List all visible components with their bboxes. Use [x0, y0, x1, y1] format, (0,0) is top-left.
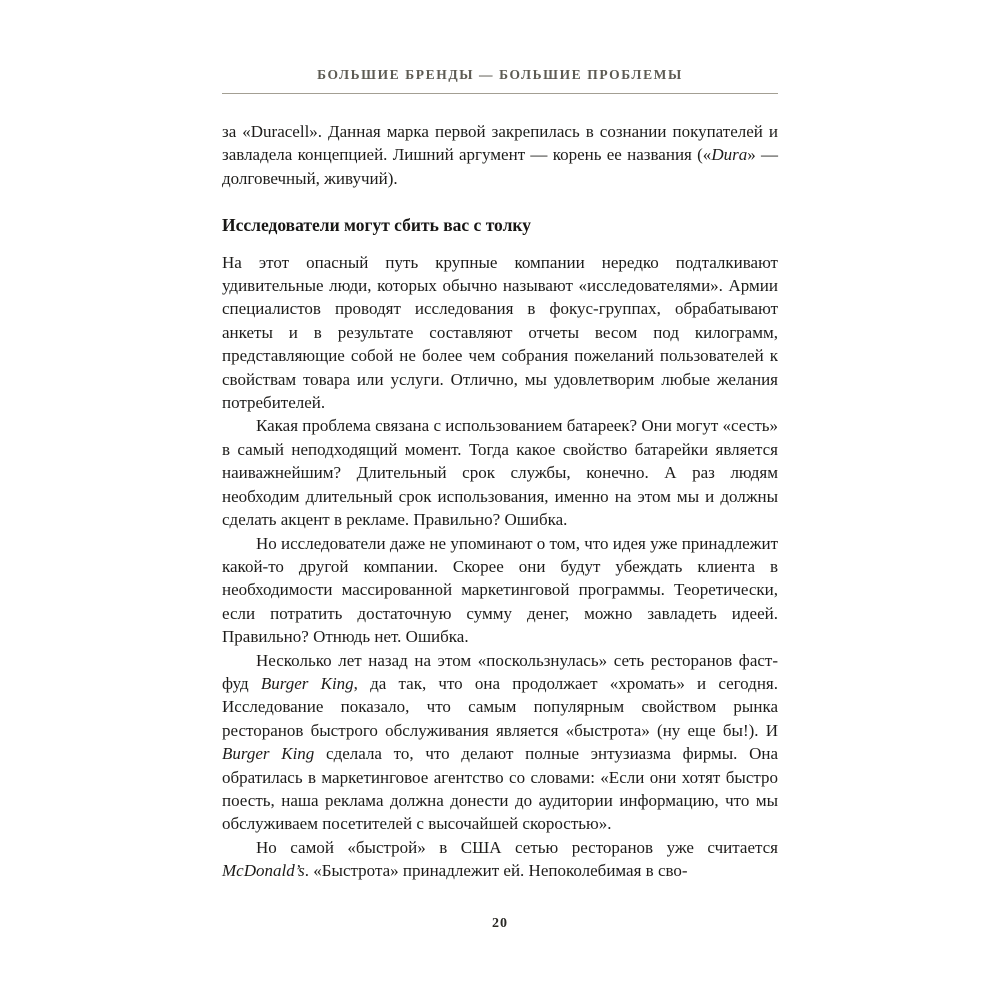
italic-text: Burger King: [260, 673, 354, 693]
header-rule: [222, 93, 778, 94]
body-text-segment: , да так, что она продолжает «хромать» и сегодня. Исследование показало, что самым популярным свойством рынка ресторанов быстрого обслуживания является «быстрота» (ну еще бы!). И: [222, 673, 778, 740]
paragraph: [222, 251, 778, 415]
italic-text: Burger King: [222, 744, 315, 764]
body-text-segment: Но исследователи даже не упоминают о том, что идея уже принадлежит какой-то другой компании. Скорее они будут убеждать клиента в необходимости массированной маркетинговой программы. Теоретически, если потратить достаточную сумму денег, можно завладеть идеей. Правильно? Отнюдь нет. Ошибка.: [222, 533, 778, 647]
running-header-title: БОЛЬШИЕ БРЕНДЫ — БОЛЬШИЕ ПРОБЛЕМЫ: [317, 67, 683, 82]
body-text-segment: Несколько лет назад на этом «поскользнулась» сеть ресторанов фаст-фуд: [222, 650, 778, 693]
paragraph: [222, 532, 778, 649]
body-text-segment: Но самой «быстрой» в США сетью ресторанов уже считается: [256, 837, 778, 857]
page-number: 20: [492, 916, 508, 931]
paragraph: [222, 649, 778, 836]
body-text-segment: сделала то, что делают полные энтузиазма фирмы. Она обратилась в маркетинговое агентство со словами: «Если они хотят быстро поесть, наша реклама должна донести до аудитории информацию, что мы обслуживаем посетителей с высочайшей скоростью».: [222, 744, 778, 834]
body-text: [222, 120, 778, 883]
paragraph: [222, 120, 778, 190]
body-text-segment: за «Duracell». Данная марка первой закрепилась в сознании покупателей и завладела концепцией. Лишний аргумент — корень ее названия («: [222, 122, 778, 165]
paragraph: [222, 414, 778, 531]
body-text-segment: На этот опасный путь крупные компании нередко подталкивают удивительные люди, которых обычно называют «исследователями». Армии специалистов проводят исследования в фокус-группах, обрабатывают анкеты и в результате составляют отчеты весом под килограмм, представляющие собой не более чем собрания пожеланий пользователей к свойствам товара или услуги. Отлично, мы удовлетворим любые желания потребителей.: [222, 252, 778, 413]
body-text-segment: . «Быстрота» принадлежит ей. Непоколебимая в сво-: [304, 861, 688, 881]
italic-text: Dura: [711, 145, 748, 165]
italic-text: McDonald’s: [222, 861, 305, 881]
running-header: [0, 0, 1000, 94]
paragraph: [222, 836, 778, 883]
body-text-segment: Какая проблема связана с использованием батареек? Они могут «сесть» в самый неподходящий момент. Тогда какое свойство батарейки является наиважнейшим? Длительный срок службы, конечно. А раз людям необходим длительный срок использования, именно на этом мы и должны сделать акцент в рекламе. Правильно? Ошибка.: [222, 416, 778, 530]
body-text-segment: » — долговечный, живучий).: [222, 145, 779, 188]
section-heading: Исследователи могут сбить вас с толку: [222, 215, 531, 236]
